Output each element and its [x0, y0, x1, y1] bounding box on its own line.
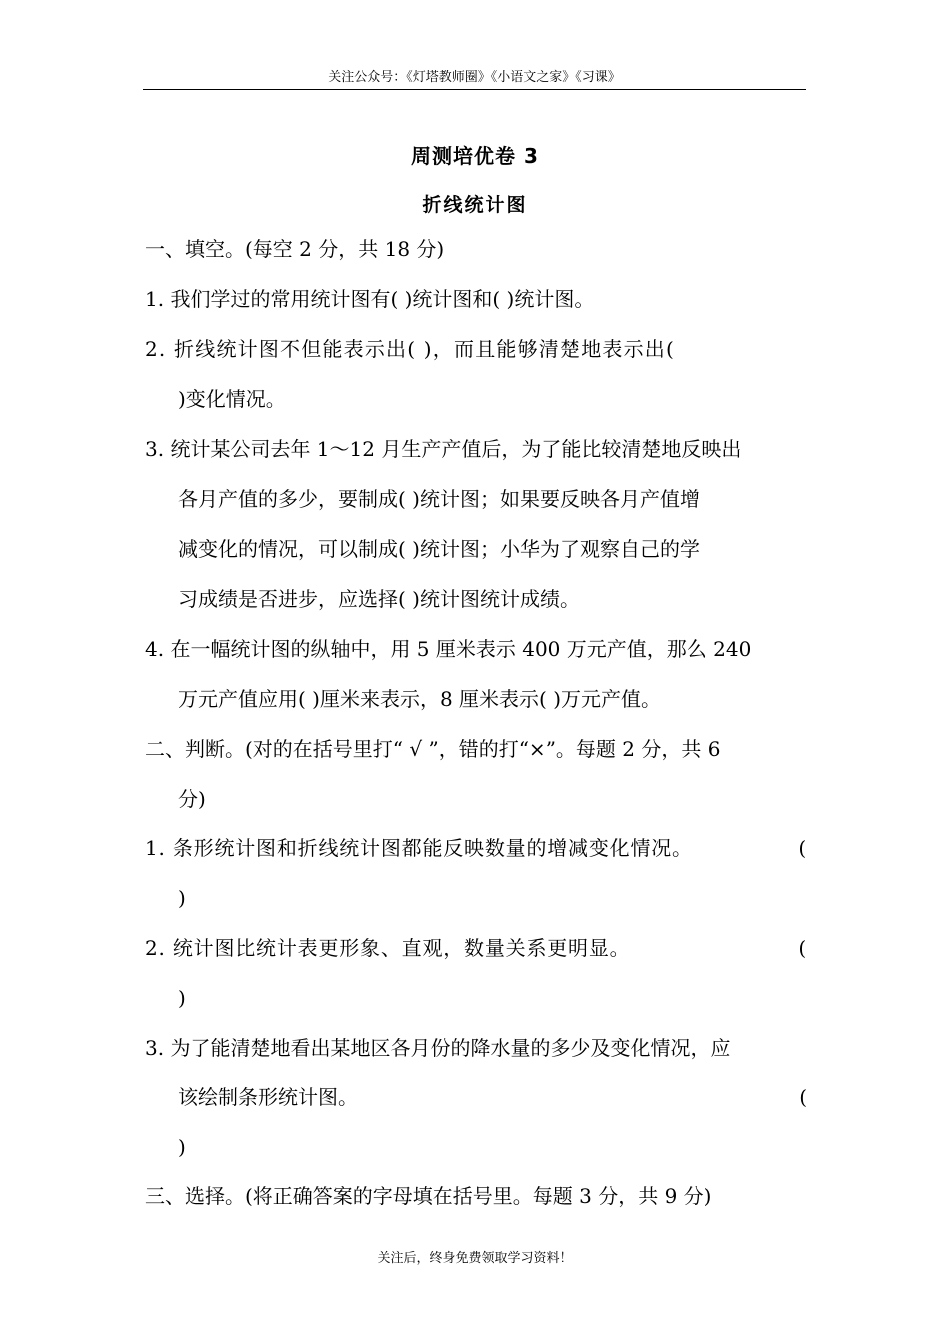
section1-q3-line3: 减变化的情况，可以制成( )统计图；小华为了观察自己的学 [178, 537, 700, 561]
section2-q3-open-paren: ( [799, 1085, 807, 1109]
section2-q3-line1: 3. 为了能清楚地看出某地区各月份的降水量的多少及变化情况，应 [145, 1036, 731, 1060]
section1-q4-line1: 4. 在一幅统计图的纵轴中，用 5 厘米表示 400 万元产值，那么 240 [145, 637, 752, 661]
section2-heading-line2: 分) [178, 787, 206, 811]
section2-q1-close-paren: ) [178, 886, 186, 910]
section1-q2-line1: 2. 折线统计图不但能表示出( )，而且能够清楚地表示出( [145, 337, 676, 361]
section1-q3-line1: 3. 统计某公司去年 1～12 月生产产值后，为了能比较清楚地反映出 [145, 437, 742, 461]
section1-q1: 1. 我们学过的常用统计图有( )统计图和( )统计图。 [145, 287, 595, 311]
section1-q3-line4: 习成绩是否进步，应选择( )统计图统计成绩。 [178, 587, 580, 611]
section2-q2 [145, 933, 807, 963]
section1-q2-line2: )变化情况。 [178, 387, 286, 411]
page-title: 周测培优卷 3 [411, 144, 539, 168]
section2-q2-open-paren: ( [798, 936, 807, 960]
page-subtitle: 折线统计图 [422, 194, 528, 216]
section2-q2-text: 2. 统计图比统计表更形象、直观，数量关系更明显。 [145, 936, 631, 960]
section2-q1 [145, 833, 807, 863]
section2-q2-close-paren: ) [178, 986, 186, 1010]
section2-q1-open-paren: ( [798, 836, 807, 860]
section1-q4-line2: 万元产值应用( )厘米来表示，8 厘米表示( )万元产值。 [178, 687, 662, 711]
page-header: 关注公众号：《灯塔教师圈》《小语文之家》《习课》 [143, 66, 806, 90]
section2-q1-text: 1. 条形统计图和折线统计图都能反映数量的增减变化情况。 [145, 836, 693, 860]
section1-q3-line2: 各月产值的多少，要制成( )统计图；如果要反映各月产值增 [178, 487, 700, 511]
section2-q3-line2: 该绘制条形统计图。 [178, 1085, 358, 1109]
section2-q3-line2-row [178, 1082, 807, 1112]
section1-heading: 一、填空。(每空 2 分，共 18 分) [145, 237, 445, 261]
page-footer: 关注后，终身免费领取学习资料！ [377, 1251, 573, 1266]
section2-heading-line1: 二、判断。(对的在括号里打“ √ ”，错的打“×”。每题 2 分，共 6 [145, 737, 721, 761]
section3-heading: 三、选择。(将正确答案的字母填在括号里。每题 3 分，共 9 分) [145, 1184, 712, 1208]
section2-q3-close-paren: ) [178, 1135, 186, 1159]
